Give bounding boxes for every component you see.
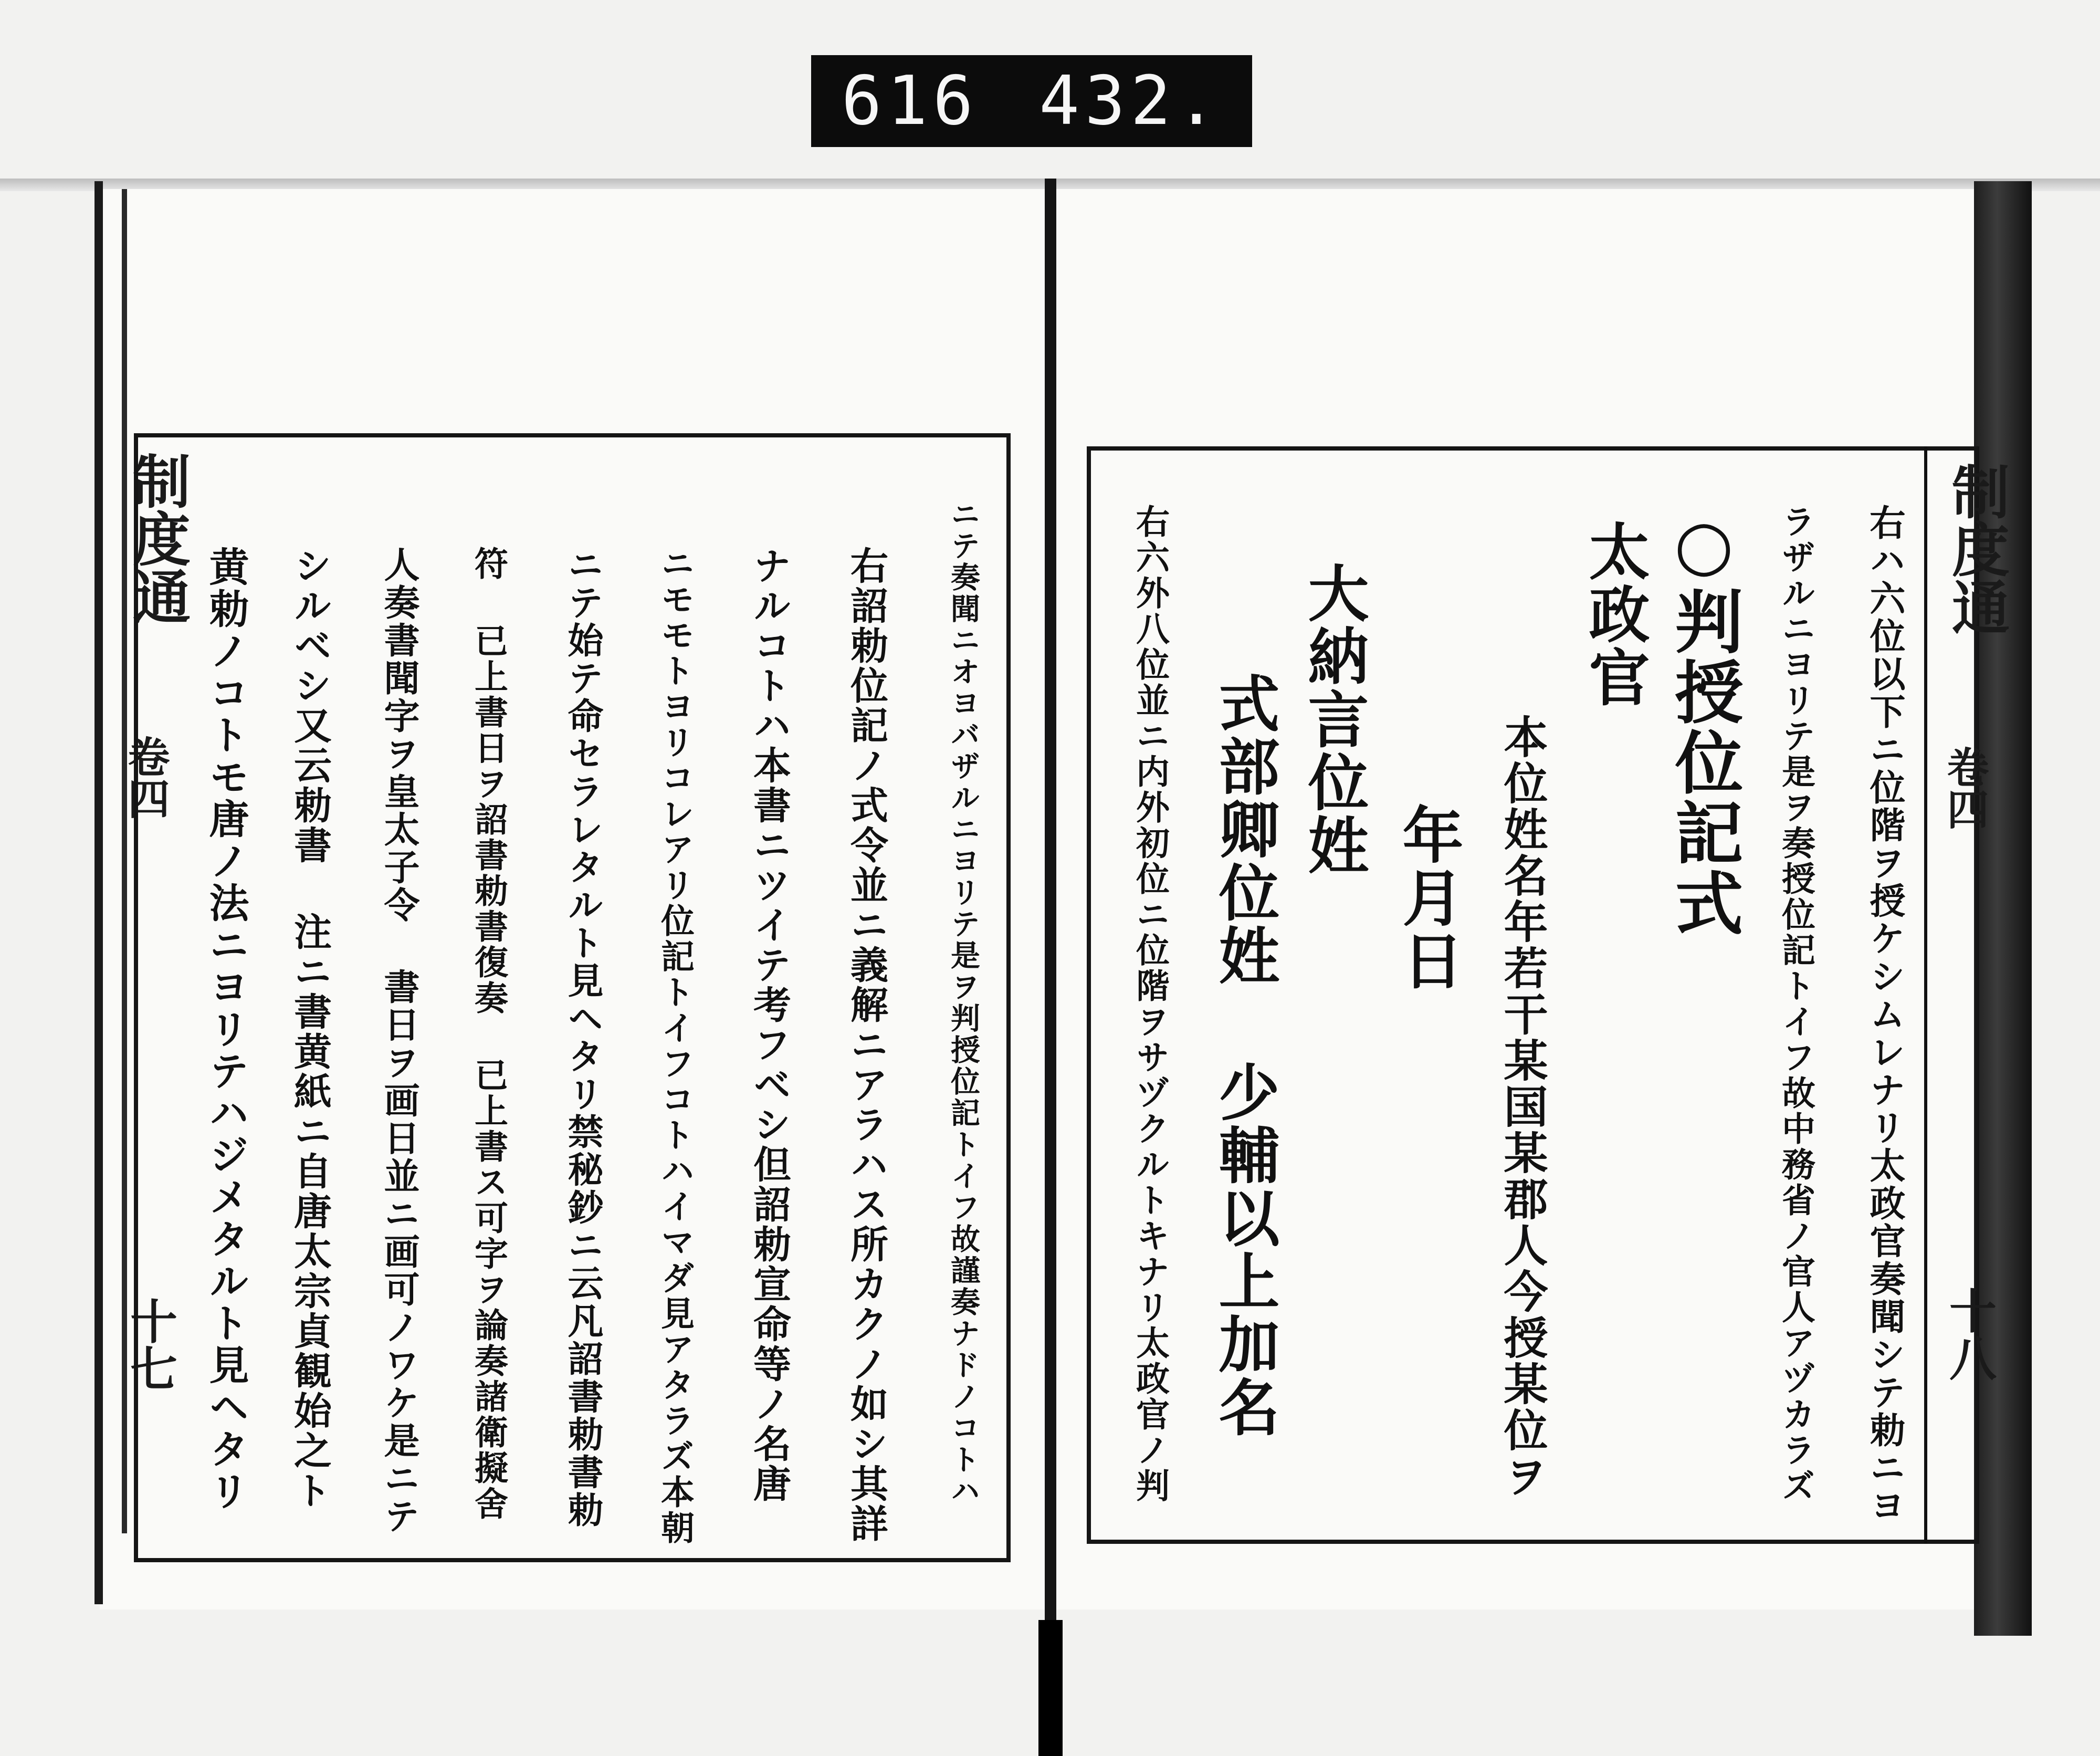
right-col-2: ラザルニヨリテ是ヲ奏授位記トイフ故中務省ノ官人アヅカラズ: [1776, 504, 1815, 1504]
left-margin-folio: 十七: [122, 1297, 177, 1392]
right-book-edge: [1974, 181, 2032, 1636]
right-col-5: 本位姓名年若干某国某郡人今授某位ヲ: [1497, 714, 1549, 1500]
right-col-4: 太政官: [1579, 520, 1650, 709]
left-col-8: シルベシ又云勅書 注ニ書黄紙ニ自唐太宗貞観始之ト: [288, 546, 332, 1511]
right-col-6: 年月日: [1392, 803, 1464, 992]
left-margin-volume: 卷四: [121, 735, 170, 819]
left-col-9: 黄勅ノコトモ唐ノ法ニヨリテハジメタルト見ヘタリ: [203, 546, 249, 1512]
right-margin-folio: 十八: [1941, 1287, 1997, 1381]
left-col-7: 人奏書聞字ヲ皇太子令 書日ヲ画日並ニ画可ノワケ是ニテ: [378, 546, 420, 1535]
right-col-8: 式部卿位姓 少輔以上加名: [1209, 672, 1280, 1439]
label-right-number: 432.: [1039, 62, 1222, 140]
right-margin-title: 制度通: [1942, 462, 2010, 635]
left-col-2: 右詔勅位記ノ式令並ニ義解ニアラハス所カクノ如シ其詳: [844, 546, 889, 1544]
left-col-5: ニテ始テ命セラレタルト見ヘタリ禁秘鈔ニ云凡詔書勅書勅: [562, 546, 604, 1529]
right-margin-divider: [1924, 446, 1927, 1544]
gutter-binding: [1038, 1620, 1063, 1756]
left-col-3: ナルコトハ本書ニツイテ考フベシ但詔勅宣命等ノ名唐: [747, 546, 792, 1504]
right-margin-volume: 卷四: [1940, 746, 1989, 830]
left-margin-title: 制度通: [123, 452, 191, 625]
left-col-6: 符 已上書日ヲ詔書勅書復奏 已上書ス可字ヲ論奏諸衛擬舍: [469, 546, 508, 1522]
label-left-number: 616: [841, 62, 979, 140]
right-col-1: 右ハ六位以下ニ位階ヲ授ケシムレナリ太政官奏聞シテ勅ニヨ: [1864, 504, 1906, 1525]
catalog-number-label: [811, 55, 1252, 147]
left-col-4: ニモモトヨリコレアリ位記トイフコトハイマダ見アタラズ本朝: [655, 546, 695, 1546]
left-book-edge: [94, 181, 103, 1604]
book-gutter: [1045, 179, 1056, 1756]
right-col-7: 大納言位姓: [1298, 562, 1369, 877]
right-col-3: ○判授位記式: [1664, 504, 1744, 938]
right-col-9: 右六外八位並ニ内外初位ニ位階ヲサヅクルトキナリ太政官ノ判: [1130, 504, 1170, 1504]
left-col-1: ニテ奏聞ニオヨバザルニヨリテ是ヲ判授位記トイフ故謹奏ナドノコトハ: [946, 499, 981, 1507]
